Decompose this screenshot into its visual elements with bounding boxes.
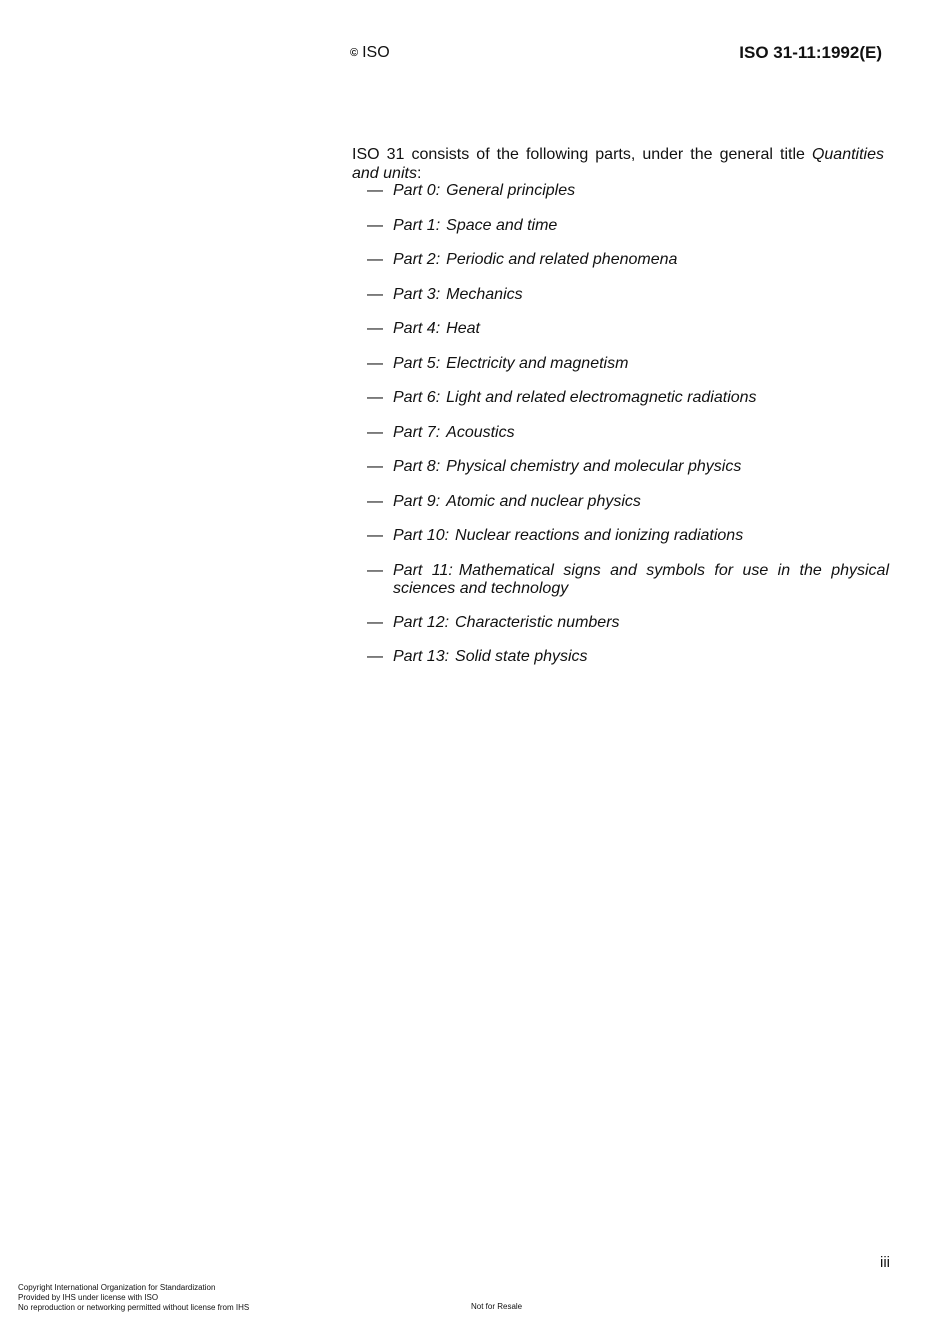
parts-list [367, 182, 889, 683]
part-title: Space and time [446, 216, 558, 234]
part-text [393, 217, 889, 252]
part-label: Part 4: [393, 320, 441, 337]
part-label: Part 11: [393, 561, 453, 579]
part-label: Part 7: [393, 423, 441, 441]
part-title: Periodic and related phenomena [446, 251, 678, 268]
part-title: Nuclear reactions and ionizing radiations [455, 527, 744, 544]
part-label: Part 2: [393, 251, 441, 268]
list-item [367, 182, 889, 217]
header-copyright [350, 44, 390, 62]
list-item [367, 614, 889, 649]
dash-marker: — [367, 561, 383, 579]
dash-marker: — [367, 251, 383, 268]
list-item [367, 458, 889, 493]
copyright-footer [18, 1283, 249, 1313]
part-title: Electricity and magnetism [446, 354, 629, 372]
dash-marker: — [367, 613, 383, 631]
list-item [367, 648, 889, 683]
part-title: Mathematical signs and symbols for use in the physical sciences and technology [393, 561, 890, 597]
part-title: Solid state physics [455, 648, 588, 665]
part-label: Part 12: [393, 613, 450, 631]
header-left-text: ISO [362, 44, 390, 61]
part-label: Part 0: [393, 182, 441, 199]
intro-title: Quantities and units [352, 146, 884, 182]
part-title: Atomic and nuclear physics [446, 492, 641, 510]
list-item [367, 320, 889, 355]
dash-marker: — [367, 354, 383, 372]
list-item [367, 389, 889, 424]
dash-marker: — [367, 182, 383, 199]
part-text [393, 614, 889, 649]
intro-text: ISO 31 consists of the following parts, under the general title [352, 146, 805, 163]
list-item [367, 562, 889, 614]
part-text [393, 251, 889, 286]
part-label: Part 9: [393, 492, 441, 510]
part-title: Mechanics [446, 285, 523, 303]
resale-notice: Not for Resale [471, 1302, 523, 1311]
list-item [367, 251, 889, 286]
part-label: Part 5: [393, 354, 441, 372]
dash-marker: — [367, 285, 383, 303]
part-text [393, 355, 889, 390]
list-item [367, 527, 889, 562]
part-label: Part 10: [393, 527, 450, 544]
part-text [393, 493, 889, 528]
footer-line: Copyright International Organization for Standardization [18, 1283, 216, 1292]
list-item [367, 355, 889, 390]
dash-marker: — [367, 216, 383, 234]
dash-marker: — [367, 492, 383, 510]
document-number: ISO 31-11:1992(E) [739, 43, 882, 62]
part-text [393, 182, 889, 217]
part-label: Part 6: [393, 389, 441, 406]
part-text [393, 562, 889, 614]
list-item [367, 424, 889, 459]
dash-marker: — [367, 423, 383, 441]
part-text [393, 458, 889, 493]
part-title: Acoustics [446, 423, 515, 441]
part-text [393, 389, 889, 424]
part-text [393, 424, 889, 459]
part-label: Part 1: [393, 216, 441, 234]
part-label: Part 3: [393, 285, 441, 303]
footer-line: No reproduction or networking permitted without license from IHS [18, 1303, 250, 1312]
list-item [367, 217, 889, 252]
footer-line: Provided by IHS under license with ISO [18, 1293, 159, 1302]
intro-paragraph [352, 145, 884, 183]
dash-marker: — [367, 320, 383, 337]
part-text [393, 527, 889, 562]
intro-suffix: : [416, 165, 422, 182]
part-text [393, 648, 889, 683]
dash-marker: — [367, 648, 383, 665]
part-title: Characteristic numbers [455, 613, 620, 631]
copyright-icon: © [350, 47, 359, 59]
part-label: Part 8: [393, 458, 441, 475]
part-title: Heat [446, 320, 480, 337]
part-title: Physical chemistry and molecular physics [446, 458, 742, 475]
part-title: Light and related electromagnetic radiations [446, 389, 757, 406]
list-item [367, 286, 889, 321]
list-item [367, 493, 889, 528]
dash-marker: — [367, 389, 383, 406]
page-number: iii [880, 1254, 890, 1271]
part-label: Part 13: [393, 648, 450, 665]
dash-marker: — [367, 458, 383, 475]
part-title: General principles [446, 182, 576, 199]
dash-marker: — [367, 527, 383, 544]
part-text [393, 286, 889, 321]
part-text [393, 320, 889, 355]
